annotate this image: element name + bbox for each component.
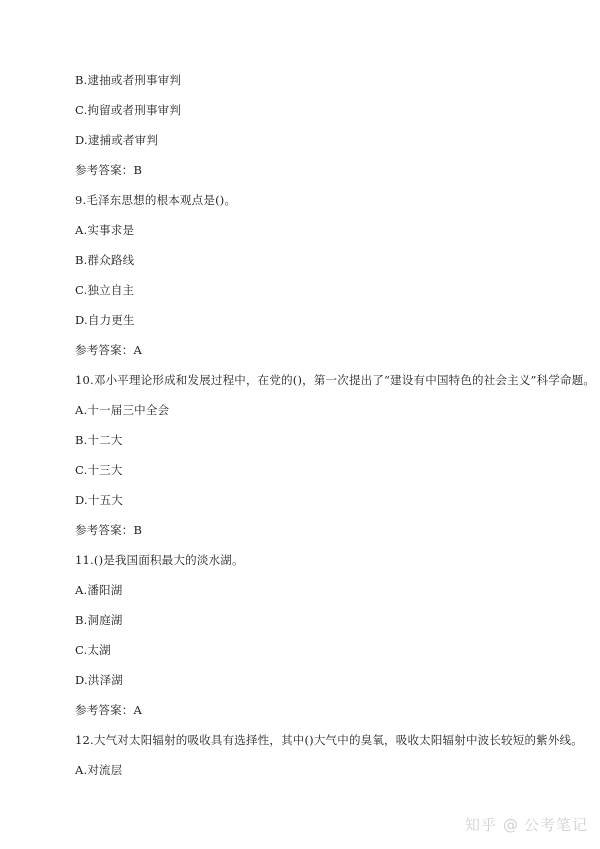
answer-line: 参考答案：B <box>75 523 143 537</box>
option-d: D.洪泽湖 <box>75 673 123 687</box>
option-a: A.实事求是 <box>75 223 135 237</box>
question-11: 11.()是我国面积最大的淡水湖。 <box>75 553 244 567</box>
option-b: B.群众路线 <box>75 253 135 267</box>
option-d: D.十五大 <box>75 493 123 507</box>
option-d: D.自力更生 <box>75 313 135 327</box>
watermark-brand: 知乎 <box>464 816 497 834</box>
option-c: C.拘留或者刑事审判 <box>75 103 182 117</box>
option-b: B.十二大 <box>75 433 123 447</box>
option-b: B.洞庭湖 <box>75 613 123 627</box>
question-9: 9.毛泽东思想的根本观点是()。 <box>75 193 237 207</box>
option-d: D.逮捕或者审判 <box>75 133 159 147</box>
option-c: C.十三大 <box>75 463 123 477</box>
option-c: C.太湖 <box>75 643 111 657</box>
question-10: 10.邓小平理论形成和发展过程中，在党的()，第一次提出了“建设有中国特色的社会主义”科学命题。 <box>75 373 596 387</box>
option-c: C.独立自主 <box>75 283 135 297</box>
option-b: B.逮抽或者刑事审判 <box>75 73 182 87</box>
option-a: A.十一届三中全会 <box>75 403 170 417</box>
answer-line: 参考答案：B <box>75 163 143 177</box>
watermark <box>465 814 588 835</box>
answer-line: 参考答案：A <box>75 703 143 717</box>
question-12: 12.大气对太阳辐射的吸收具有选择性，其中()大气中的臭氧，吸收太阳辐射中波长较短的紫外线。 <box>75 733 583 747</box>
option-a: A.对流层 <box>75 763 123 777</box>
watermark-at: @ <box>502 815 518 834</box>
watermark-author: 公考笔记 <box>523 816 588 834</box>
answer-line: 参考答案：A <box>75 343 143 357</box>
option-a: A.潘阳湖 <box>75 583 123 597</box>
